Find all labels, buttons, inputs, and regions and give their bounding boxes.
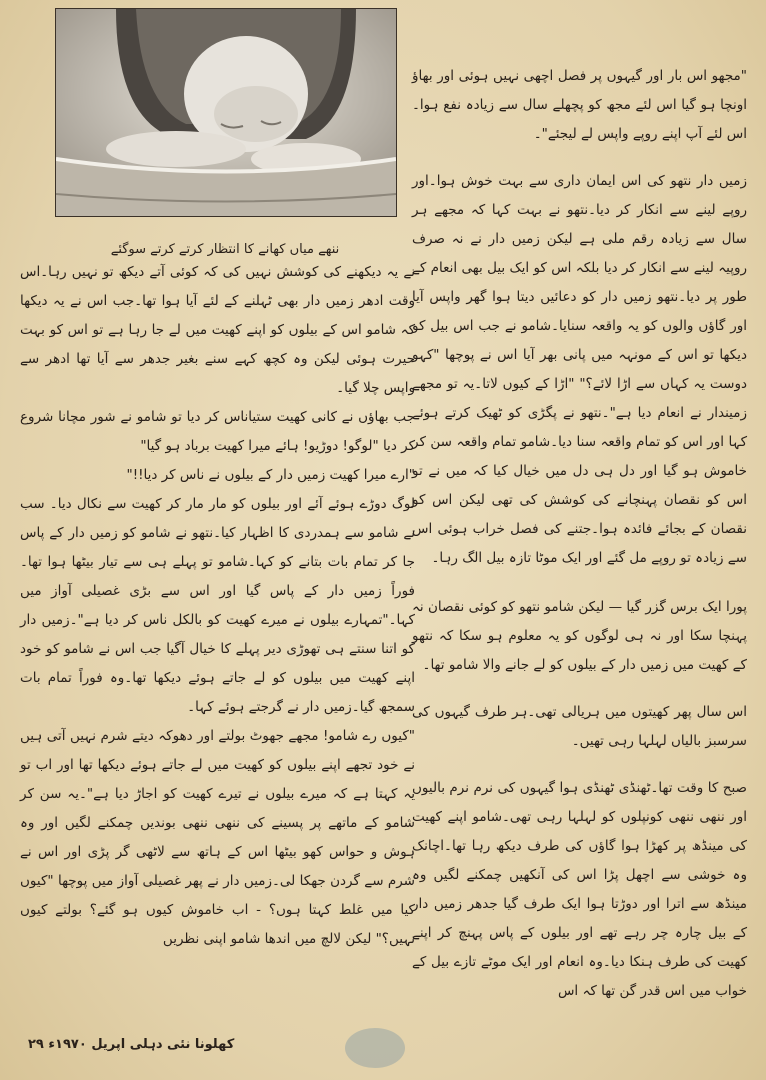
left-column bbox=[20, 258, 415, 954]
right-paragraph-5: صبح کا وقت تھا۔ٹھنڈی ٹھنڈی ہوا گیہوں کی نرم نرم بالیوں اور ننھی ننھی کونپلوں کو لہلہا رہی تھی۔شامو اپنے کھیت کی مینڈھ پر کھڑا ہوا گاؤں کی طرف دیکھ رہا تھا۔اچانک وہ خوشی سے اچھل پڑا اس کی آنکھیں چمکنے لگیں وہ مینڈھ سے اترا اور دوڑتا ہوا ایک طرف گیا جدھر زمیں دار کے بیل چارہ چر رہے تھے اور بیلوں کے پاس پہنچ کر اپنے کھیت کی طرف ہنکا دیا۔وہ انعام اور ایک موٹے تازے بیل کے خواب میں اس قدر گن تھا کہ اس bbox=[412, 780, 747, 999]
left-paragraph-2: جب بھاؤں نے کانی کھیت ستیاناس کر دیا تو شامو نے شور مچانا شروع کر دیا "لوگو! دوڑیو! ہائے میرا کھیت برباد ہو گیا" bbox=[20, 409, 415, 454]
right-column bbox=[412, 62, 747, 1006]
left-paragraph-1: نے یہ دیکھنے کی کوشش نہیں کی کہ کوئی آتے دیکھ تو نہیں رہا۔اس وقت ادھر زمیں دار بھی ٹہلنے کے لئے آیا ہوا تھا۔جب اس نے یہ دیکھا کہ شامو اس کے بیلوں کو اپنے کھیت میں لے جا رہا ہے تو اس کو بہت حیرت ہوئی لیکن وہ کچھ کہے سنے بغیر جدھر سے آیا تھا ادھر سے واپس چلا گیا۔ bbox=[20, 264, 415, 396]
right-paragraph-1: "مجھو اس بار اور گیہوں پر فصل اچھی نہیں ہوئی اور بھاؤ اونچا ہو گیا اس لئے مجھ کو پچھلے سال سے زیادہ نفع ہوا۔اس لئے آپ اپنے روپے واپس لے لیجئے"۔ bbox=[412, 68, 747, 142]
photo-sleeping-baby bbox=[55, 8, 397, 217]
right-paragraph-3: پورا ایک برس گزر گیا — لیکن شامو نتھو کو کوئی نقصان نہ پہنچا سکا اور نہ ہی لوگوں کو یہ معلوم ہو سکا کہ نتھو کے کھیت میں زمیں دار کے بیلوں کو لے جانے والا شامو تھا۔ bbox=[412, 599, 747, 673]
left-paragraph-5: "کیوں رے شامو! مجھے جھوٹ بولتے اور دھوکہ دیتے شرم نہیں آتی ہیں نے خود تجھے اپنے بیلوں کو کھیت میں لے جاتے ہوئے دیکھا تھا اور اب تو یہ کہتا ہے کہ میرے بیلوں نے تیرے کھیت کو اجاڑ دیا ہے"۔یہ سن کر شامو کے ماتھے پر پسینے کی ننھی ننھی بوندیں چمکنے لگیں اور وہ ہوش و حواس کھو بیٹھا اس کے ہاتھ سے لاٹھی گر پڑی اور اس نے شرم سے گردن جھکا لی۔زمیں دار نے پھر غصیلی آواز میں پوچھا "کیوں کیا میں غلط کہتا ہوں؟ - اب خاموش کیوں ہو گئے؟ بولتے کیوں نہیں؟" لیکن لالچ میں اندھا شامو اپنی نظریں bbox=[20, 728, 415, 947]
left-paragraph-4: لوگ دوڑے ہوئے آئے اور بیلوں کو مار مار کر کھیت سے نکال دیا۔ سب نے شامو سے ہمدردی کا اظہار کیا۔نتھو نے شامو کو زمیں دار کے پاس جا کر تمام بات بتانے کو کہا۔شامو تو پہلے ہی سے تیار بیٹھا ہوا تھا۔فوراً زمیں دار کے پاس گیا اور اس سے بڑی غصیلی آواز میں کہا۔"تمہارے بیلوں نے میرے کھیت کو بالکل ناس کر دیا ہے"۔زمیں دار کو اتنا سنتے ہی تھوڑی دیر پہلے کا خیال آگیا جب اس نے شامو کو خود اپنے کھیت میں بیلوں کو لے جاتے ہوئے دیکھا تھا۔وہ فوراً تمام بات سمجھ گیا۔زمیں دار نے گرجتے ہوئے کہا۔ bbox=[20, 496, 415, 715]
photo-caption: ننھے میاں کھانے کا انتظار کرتے کرتے سوگئے bbox=[110, 242, 340, 257]
right-paragraph-2: زمیں دار نتھو کی اس ایمان داری سے بہت خوش ہوا۔اور روپے لینے سے انکار کر دیا۔نتھو نے بہت کہا کہ مجھے ہر سال سے زیادہ رقم ملی ہے لیکن زمیں دار نے نہ صرف روپیہ لینے سے انکار کر دیا بلکہ اس کو ایک بیل بھی انعام کے طور پر دیا۔نتھو زمیں دار کو دعائیں دیتا ہوا گھر واپس آیا اور گاؤں والوں کو یہ واقعہ سنایا۔شامو نے جب اس بیل کو دیکھا تو اس کے مونہہ میں پانی بھر آیا اس نے پوچھا "کہو دوست یہ کہاں سے اڑا لائے؟" "اڑا کے کیوں لاتا۔یہ تو مجھے زمیندار نے انعام دیا ہے"۔نتھو نے پگڑی کو ٹھیک کرتے ہوئے کہا اور اس کو تمام واقعہ سنا دیا۔شامو تمام واقعہ سن کر خاموش ہو گیا اور دل ہی دل میں خیال کیا کہ میں نے تو اس کو نقصان پہنچانے کی کوشش کی تھی لیکن اس کو نقصان کے بجائے فائدہ ہوا۔جتنے کی فصل خراب ہوئی اس سے زیادہ تو روپے مل گئے اور ایک موٹا تازہ بیل الگ رہا۔ bbox=[412, 173, 747, 566]
ink-stain bbox=[345, 1028, 405, 1068]
page-footer: کھلونا نئی دہلی اپریل ۱۹۷۰ء ۲۹ bbox=[28, 1037, 235, 1052]
right-paragraph-4: اس سال پھر کھیتوں میں ہریالی تھی۔ہر طرف گیہوں کی سرسبز بالیاں لہلہا رہی تھیں۔ bbox=[412, 704, 747, 749]
left-paragraph-3: "ارے میرا کھیت زمیں دار کے بیلوں نے ناس کر دیا!!" bbox=[126, 467, 415, 483]
baby-photo-illustration bbox=[56, 9, 396, 216]
